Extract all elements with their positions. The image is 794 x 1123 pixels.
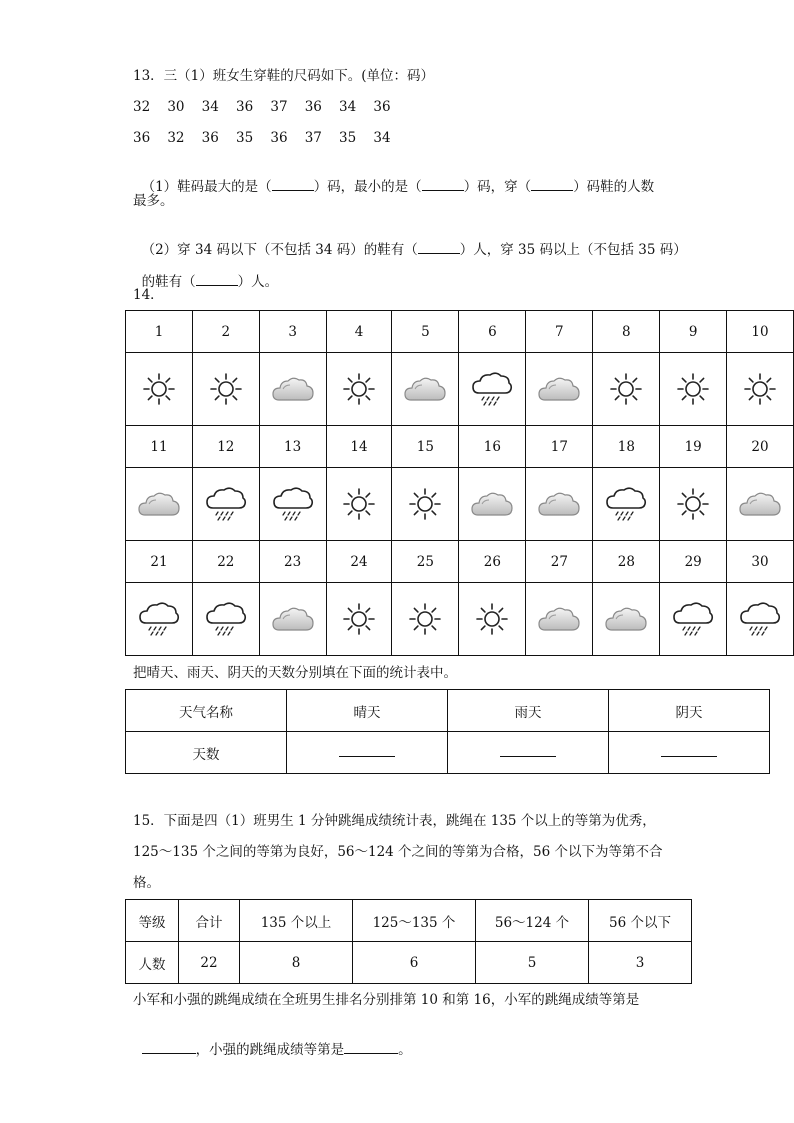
weather-cell xyxy=(660,468,727,541)
day-number-cell: 21 xyxy=(126,541,193,583)
q14-instruction: 把晴天、雨天、阴天的天数分别填在下面的统计表中。 xyxy=(133,665,457,681)
weather-cell xyxy=(126,353,193,426)
day-number-cell: 20 xyxy=(727,426,794,468)
day-number-cell: 26 xyxy=(459,541,526,583)
day-number-cell: 12 xyxy=(192,426,259,468)
q13-p2-text-d: ）人。 xyxy=(237,274,279,290)
sun-icon xyxy=(660,486,726,522)
weather-stats-table xyxy=(125,689,770,774)
weather-cell xyxy=(459,583,526,656)
day-number-cell: 16 xyxy=(459,426,526,468)
weather-icon-row xyxy=(126,353,794,426)
weather-cell xyxy=(326,468,392,541)
sun-icon xyxy=(327,486,392,522)
jump-header-cell: 56 个以下 xyxy=(589,900,692,942)
stats-header-cell: 雨天 xyxy=(448,690,609,732)
weather-cell xyxy=(727,583,794,656)
weather-cell xyxy=(459,468,526,541)
q13-sizes-row-2: 36 32 36 35 36 37 35 34 xyxy=(133,130,391,146)
weather-day-row xyxy=(126,311,794,353)
jump-row-label: 人数 xyxy=(126,942,179,984)
day-number-cell: 7 xyxy=(526,311,593,353)
day-number-cell: 3 xyxy=(259,311,326,353)
rain-cloud-icon xyxy=(727,601,793,637)
day-number-cell: 15 xyxy=(392,426,459,468)
cloud-icon xyxy=(526,603,592,635)
answer-blank[interactable] xyxy=(661,746,717,757)
day-number-cell: 22 xyxy=(192,541,259,583)
q13-p2-text-b: ）人，穿 35 码以上（不包括 35 码） xyxy=(459,242,687,258)
answer-blank[interactable] xyxy=(344,1041,398,1054)
day-number-cell: 8 xyxy=(593,311,660,353)
cloud-icon xyxy=(526,488,592,520)
weather-icon-row xyxy=(126,468,794,541)
stats-answer-cell[interactable] xyxy=(609,732,770,774)
day-number-cell: 30 xyxy=(727,541,794,583)
answer-blank[interactable] xyxy=(142,1041,196,1054)
weather-cell xyxy=(192,468,259,541)
cloud-icon xyxy=(459,488,525,520)
q13-title: 13．三（1）班女生穿鞋的尺码如下。(单位：码） xyxy=(133,68,435,84)
day-number-cell: 18 xyxy=(593,426,660,468)
day-number-cell: 19 xyxy=(660,426,727,468)
q13-part-2 xyxy=(133,223,687,259)
weather-cell xyxy=(392,353,459,426)
answer-blank[interactable] xyxy=(500,746,556,757)
weather-cell xyxy=(727,353,794,426)
day-number-cell: 1 xyxy=(126,311,193,353)
sun-icon xyxy=(392,601,458,637)
rain-cloud-icon xyxy=(660,601,726,637)
day-number-cell: 25 xyxy=(392,541,459,583)
day-number-cell: 5 xyxy=(392,311,459,353)
sun-icon xyxy=(459,601,525,637)
stats-header-cell: 阴天 xyxy=(609,690,770,732)
q13-p1-text-d: ）码鞋的人数 xyxy=(573,179,655,195)
answer-blank[interactable] xyxy=(196,273,238,286)
jump-header-cell: 等级 xyxy=(126,900,179,942)
weather-cell xyxy=(660,583,727,656)
weather-day-row xyxy=(126,541,794,583)
weather-cell xyxy=(593,468,660,541)
q13-p2-text-c: 的鞋有（ xyxy=(141,274,196,290)
day-number-cell: 2 xyxy=(192,311,259,353)
q15-line-3: 格。 xyxy=(133,875,160,891)
cloud-icon xyxy=(126,488,192,520)
weather-cell xyxy=(259,583,326,656)
day-number-cell: 28 xyxy=(593,541,660,583)
day-number-cell: 23 xyxy=(259,541,326,583)
answer-blank[interactable] xyxy=(272,178,314,191)
day-number-cell: 27 xyxy=(526,541,593,583)
q15-q2-text-a: ，小强的跳绳成绩等第是 xyxy=(195,1042,345,1058)
rain-cloud-icon xyxy=(193,486,259,522)
jump-cell: 5 xyxy=(476,942,589,984)
rain-cloud-icon xyxy=(126,601,192,637)
day-number-cell: 17 xyxy=(526,426,593,468)
jump-cell: 6 xyxy=(353,942,476,984)
weather-icon-row xyxy=(126,583,794,656)
weather-cell xyxy=(192,583,259,656)
day-number-cell: 29 xyxy=(660,541,727,583)
weather-cell xyxy=(392,468,459,541)
weather-cell xyxy=(660,353,727,426)
stats-header-cell: 晴天 xyxy=(287,690,448,732)
q13-p1-text-c: ）码，穿（ xyxy=(463,179,532,195)
answer-blank[interactable] xyxy=(422,178,464,191)
rain-cloud-icon xyxy=(260,486,326,522)
jump-header-cell: 合计 xyxy=(179,900,240,942)
weather-cell xyxy=(259,468,326,541)
answer-blank[interactable] xyxy=(339,746,395,757)
day-number-cell: 14 xyxy=(326,426,392,468)
sun-icon xyxy=(392,486,458,522)
sun-icon xyxy=(193,371,259,407)
day-number-cell: 4 xyxy=(326,311,392,353)
sun-icon xyxy=(126,371,192,407)
jump-header-cell: 125～135 个 xyxy=(353,900,476,942)
q13-part-1-cont: 最多。 xyxy=(133,193,174,209)
day-number-cell: 6 xyxy=(459,311,526,353)
sun-icon xyxy=(660,371,726,407)
jump-cell: 3 xyxy=(589,942,692,984)
weather-cell xyxy=(259,353,326,426)
q14-title: 14． xyxy=(133,287,164,303)
q15-question-line-2 xyxy=(133,1023,412,1059)
sun-icon xyxy=(593,371,659,407)
weather-cell xyxy=(126,583,193,656)
sun-icon xyxy=(327,601,392,637)
weather-cell xyxy=(526,468,593,541)
day-number-cell: 10 xyxy=(727,311,794,353)
weather-calendar-table xyxy=(125,310,794,656)
weather-cell xyxy=(526,353,593,426)
rain-cloud-icon xyxy=(459,371,525,407)
q13-p2-text-a: （2）穿 34 码以下（不包括 34 码）的鞋有（ xyxy=(141,242,418,258)
stats-answer-cell[interactable] xyxy=(448,732,609,774)
jump-cell: 22 xyxy=(179,942,240,984)
q13-p1-text-b: ）码，最小的是（ xyxy=(313,179,422,195)
weather-cell xyxy=(126,468,193,541)
cloud-icon xyxy=(526,373,592,405)
sun-icon xyxy=(327,371,392,407)
jump-cell: 8 xyxy=(240,942,353,984)
q15-q2-text-b: 。 xyxy=(398,1042,412,1058)
answer-blank[interactable] xyxy=(531,178,573,191)
weather-cell xyxy=(326,353,392,426)
cloud-icon xyxy=(727,488,793,520)
day-number-cell: 9 xyxy=(660,311,727,353)
q15-question-line-1: 小军和小强的跳绳成绩在全班男生排名分别排第 10 和第 16，小军的跳绳成绩等第是 xyxy=(133,992,640,1008)
weather-cell xyxy=(593,583,660,656)
weather-cell xyxy=(727,468,794,541)
day-number-cell: 24 xyxy=(326,541,392,583)
cloud-icon xyxy=(392,373,458,405)
cloud-icon xyxy=(260,603,326,635)
q13-p1-text-a: （1）鞋码最大的是（ xyxy=(141,179,272,195)
weather-day-row xyxy=(126,426,794,468)
cloud-icon xyxy=(593,603,659,635)
q15-line-2: 125～135 个之间的等第为良好，56～124 个之间的等第为合格，56 个以下为等第不合 xyxy=(133,844,663,860)
q13-part-1 xyxy=(133,160,654,196)
weather-cell xyxy=(593,353,660,426)
sun-icon xyxy=(727,371,793,407)
stats-header-cell: 天气名称 xyxy=(126,690,287,732)
jump-header-cell: 56～124 个 xyxy=(476,900,589,942)
answer-blank[interactable] xyxy=(418,241,460,254)
q13-sizes-row-1: 32 30 34 36 37 36 34 36 xyxy=(133,99,391,115)
cloud-icon xyxy=(260,373,326,405)
stats-row-label: 天数 xyxy=(126,732,287,774)
jump-rope-table xyxy=(125,899,692,984)
day-number-cell: 13 xyxy=(259,426,326,468)
jump-header-cell: 135 个以上 xyxy=(240,900,353,942)
stats-answer-cell[interactable] xyxy=(287,732,448,774)
day-number-cell: 11 xyxy=(126,426,193,468)
weather-cell xyxy=(192,353,259,426)
weather-cell xyxy=(459,353,526,426)
rain-cloud-icon xyxy=(193,601,259,637)
q15-line-1: 15．下面是四（1）班男生 1 分钟跳绳成绩统计表，跳绳在 135 个以上的等第为优秀， xyxy=(133,813,656,829)
weather-cell xyxy=(526,583,593,656)
rain-cloud-icon xyxy=(593,486,659,522)
weather-cell xyxy=(326,583,392,656)
weather-cell xyxy=(392,583,459,656)
